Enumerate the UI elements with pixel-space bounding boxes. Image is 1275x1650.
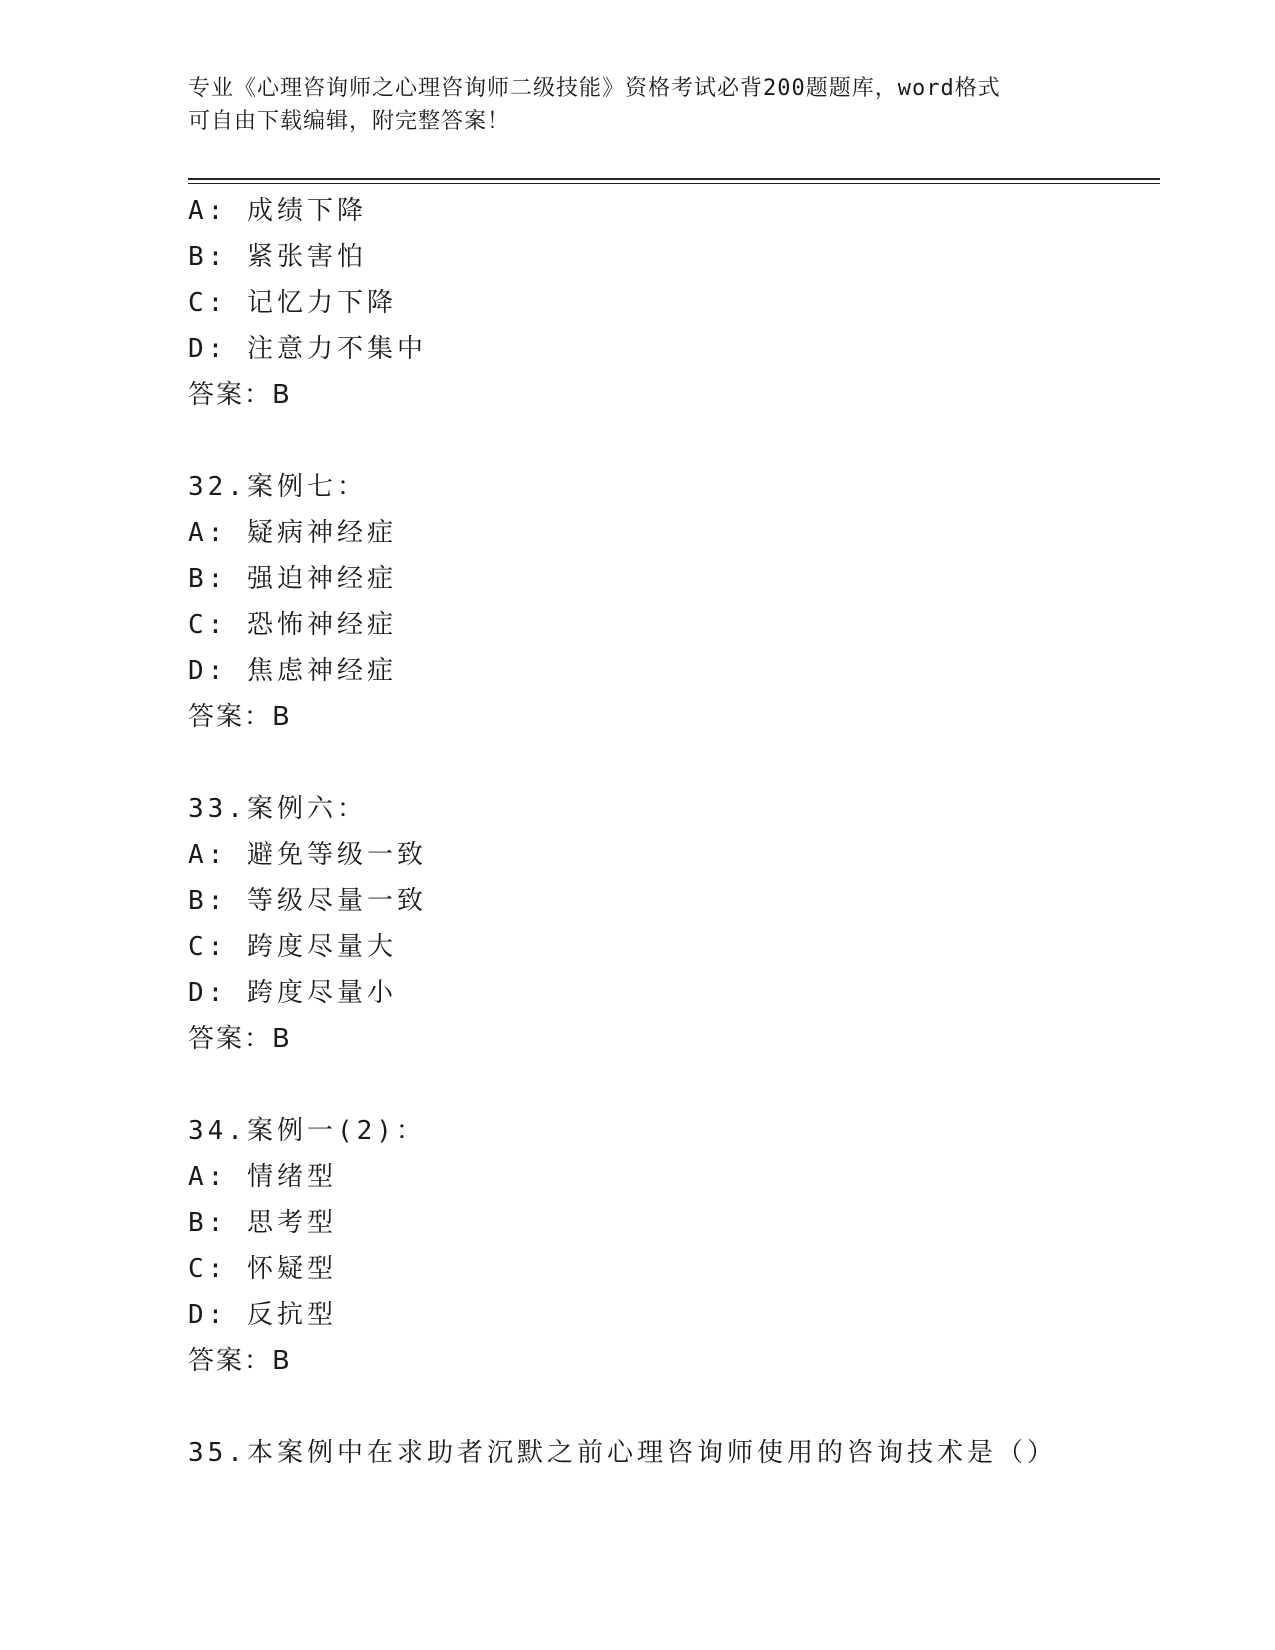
option-a: A: 情绪型 xyxy=(188,1162,337,1192)
question-title: 33.案例六： xyxy=(188,794,367,824)
answer: 答案：B xyxy=(188,380,292,410)
header-rule-thick xyxy=(188,178,1160,180)
option-b: B: 等级尽量一致 xyxy=(188,886,427,916)
option-b: B: 紧张害怕 xyxy=(188,242,367,272)
option-c: C: 怀疑型 xyxy=(188,1254,337,1284)
question-title: 35.本案例中在求助者沉默之前心理咨询师使用的咨询技术是（） xyxy=(188,1438,1057,1468)
option-d: D: 注意力不集中 xyxy=(188,334,427,364)
option-d: D: 跨度尽量小 xyxy=(188,978,397,1008)
question-title: 32.案例七： xyxy=(188,472,367,502)
document-header xyxy=(188,72,1088,138)
option-a: A: 避免等级一致 xyxy=(188,840,427,870)
answer: 答案：B xyxy=(188,1346,292,1376)
option-c: C: 恐怖神经症 xyxy=(188,610,397,640)
option-c: C: 跨度尽量大 xyxy=(188,932,397,962)
question-title: 34.案例一(2)： xyxy=(188,1116,426,1146)
option-c: C: 记忆力下降 xyxy=(188,288,397,318)
answer: 答案：B xyxy=(188,1024,292,1054)
header-line-2: 可自由下载编辑，附完整答案！ xyxy=(188,109,511,134)
option-a: A: 成绩下降 xyxy=(188,196,367,226)
option-d: D: 反抗型 xyxy=(188,1300,337,1330)
option-b: B: 思考型 xyxy=(188,1208,337,1238)
option-d: D: 焦虑神经症 xyxy=(188,656,397,686)
option-b: B: 强迫神经症 xyxy=(188,564,397,594)
answer: 答案：B xyxy=(188,702,292,732)
header-line-1: 专业《心理咨询师之心理咨询师二级技能》资格考试必背200题题库，word格式 xyxy=(188,76,1001,101)
header-rule-thin xyxy=(188,183,1160,184)
option-a: A: 疑病神经症 xyxy=(188,518,397,548)
question-list xyxy=(188,188,1168,1476)
